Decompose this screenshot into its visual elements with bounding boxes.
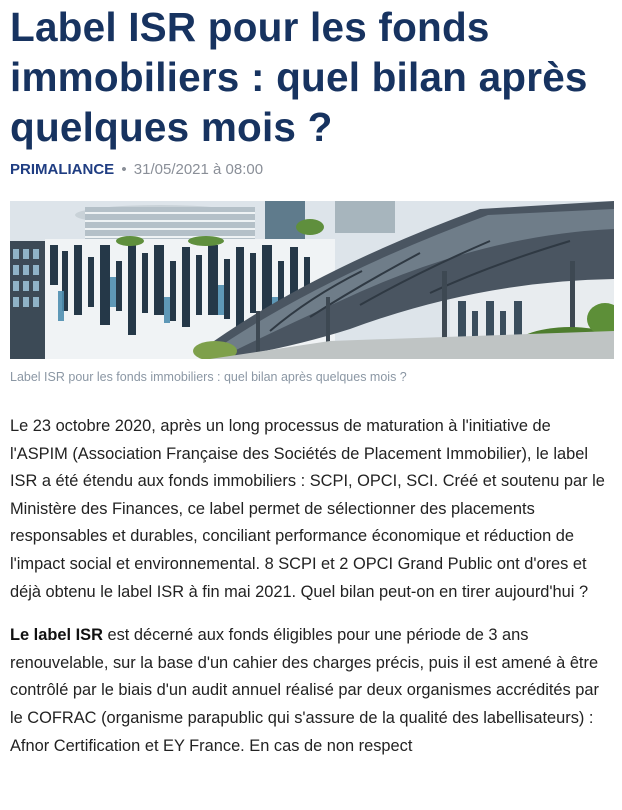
paragraph-label-isr — [10, 622, 613, 760]
byline — [10, 161, 613, 179]
article-hero-image — [10, 201, 614, 359]
paragraph-intro: Le 23 octobre 2020, après un long processus de maturation à l'initiative de l'ASPIM (Association Française des Sociétés de Placement Immobilier), le label ISR a été étendu aux fonds immobiliers : SCPI, OPCI, SCI. Créé et soutenu par le Ministère des Finances, ce label permet de sélectionner des placements responsables et durables, conciliant performance économique et réduction de l'impact social et environnemental. 8 SCPI et 2 OPCI Grand Public ont d'ores et déjà obtenu le label ISR à fin mai 2021. Quel bilan peut-on en tirer aujourd'hui ? — [10, 417, 605, 601]
paragraph-rest: est décerné aux fonds éligibles pour une période de 3 ans renouvelable, sur la base d'un cahier des charges précis, puis il est amené à être contrôlé par le biais d'un audit annuel réalisé par deux organismes accrédités par le COFRAC (organisme parapublic qui s'assure de la qualité des labellisateurs) : Afnor Certification et EY France. En cas de non respect — [10, 626, 599, 755]
article-body — [10, 413, 613, 760]
paragraph-lead-bold: Le label ISR — [10, 626, 103, 645]
source-link[interactable]: PRIMALIANCE — [10, 161, 115, 178]
article-title: Label ISR pour les fonds immobiliers : quel bilan après quelques mois ? — [10, 4, 588, 150]
publish-date: 31/05/2021 à 08:00 — [133, 161, 264, 178]
image-caption: Label ISR pour les fonds immobiliers : quel bilan après quelques mois ? — [10, 370, 407, 384]
byline-separator: • — [121, 161, 127, 178]
